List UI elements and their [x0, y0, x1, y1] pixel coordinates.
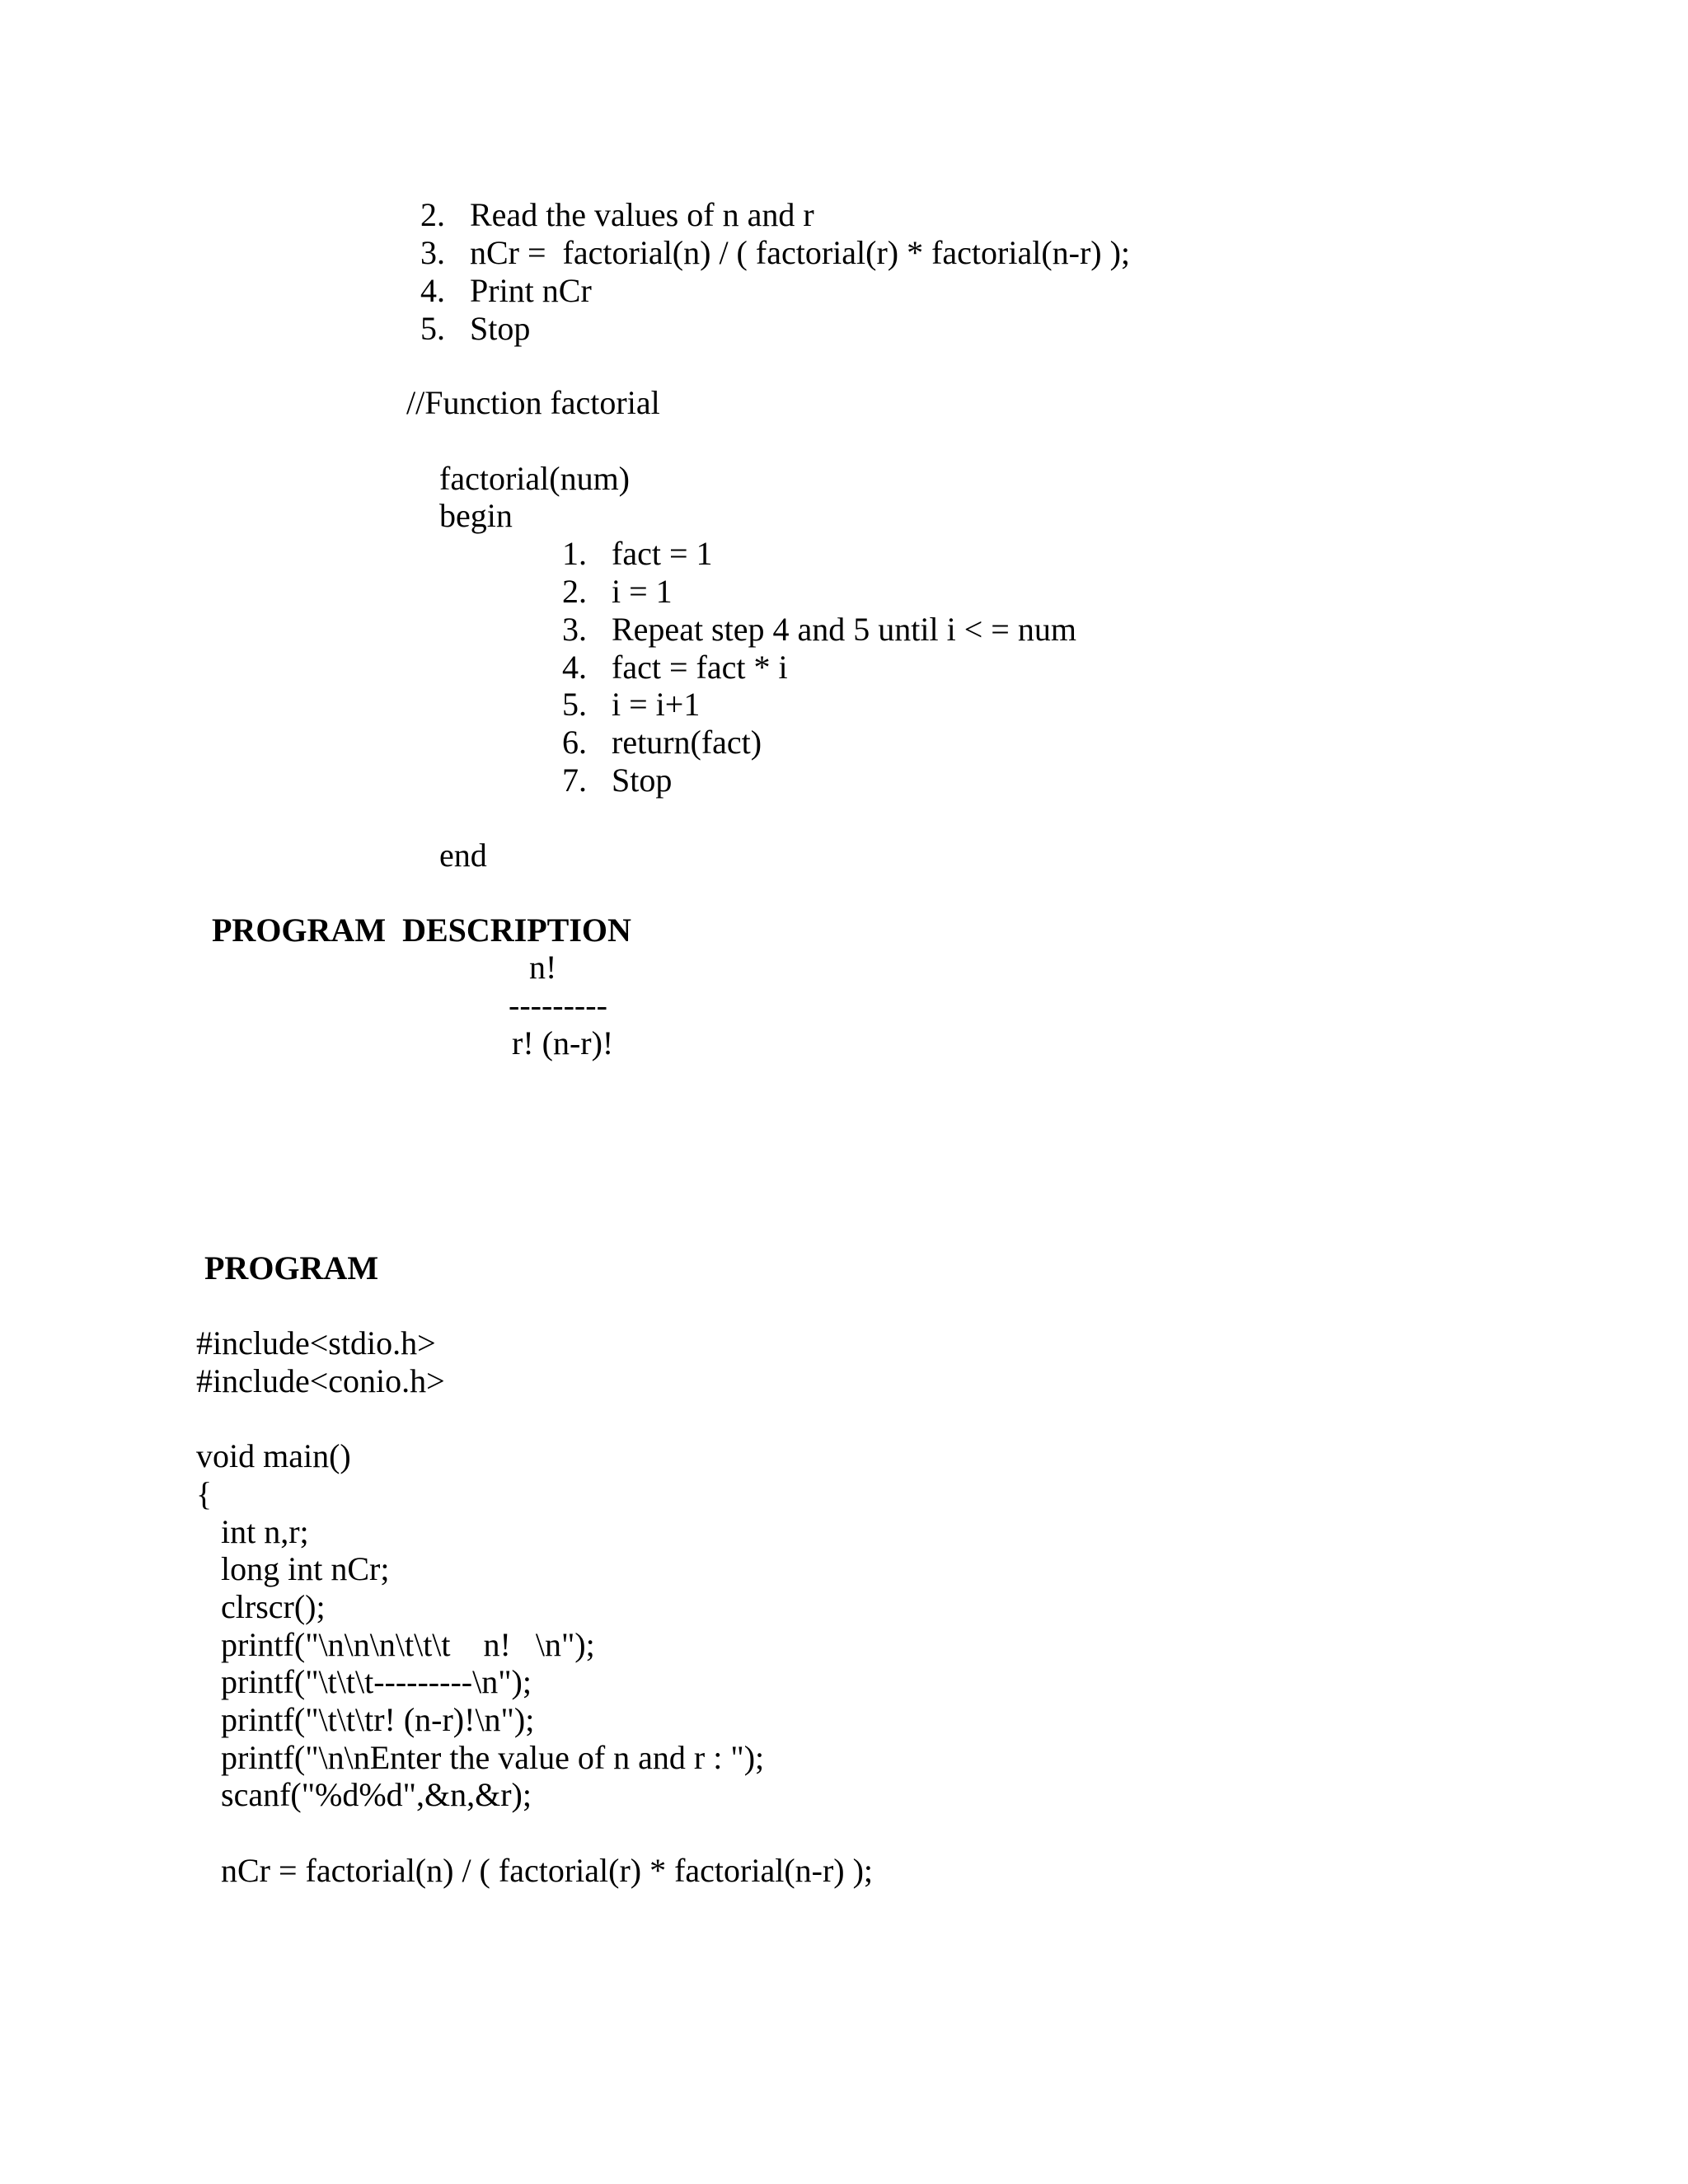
algorithm-step — [420, 234, 1130, 272]
step-text: fact = fact * i — [612, 649, 788, 686]
code-line: printf("\n\nEnter the value of n and r : "); — [221, 1739, 765, 1776]
step-number: 2. — [562, 573, 587, 610]
code-line: int n,r; — [221, 1513, 309, 1550]
step-text: fact = 1 — [612, 535, 713, 572]
step-number: 5. — [420, 310, 445, 347]
code-line: #include<stdio.h> — [196, 1324, 436, 1361]
step-number: 4. — [420, 272, 445, 309]
code-line: #include<conio.h> — [196, 1362, 445, 1399]
algorithm-step — [420, 196, 814, 234]
step-text: return(fact) — [612, 724, 762, 761]
step-text: i = 1 — [612, 573, 673, 610]
function-step — [562, 762, 672, 799]
code-line: printf("\n\n\n\t\t\t n! \n"); — [221, 1626, 595, 1663]
step-text: i = i+1 — [612, 686, 701, 723]
code-line: void main() — [196, 1437, 351, 1474]
code-line: printf("\t\t\tr! (n-r)!\n"); — [221, 1701, 535, 1738]
formula-denominator: r! (n-r)! — [512, 1024, 614, 1062]
program-heading: PROGRAM — [204, 1249, 379, 1286]
code-line: { — [196, 1475, 213, 1512]
begin-keyword: begin — [439, 497, 513, 534]
step-text: nCr = factorial(n) / ( factorial(r) * factorial(n-r) ); — [470, 234, 1131, 271]
formula-divider: --------- — [509, 987, 607, 1024]
code-line: printf("\t\t\t---------\n"); — [221, 1663, 532, 1700]
code-line: nCr = factorial(n) / ( factorial(r) * factorial(n-r) ); — [221, 1852, 874, 1889]
algorithm-step — [420, 272, 592, 310]
step-text: Read the values of n and r — [470, 196, 814, 233]
function-signature: factorial(num) — [439, 460, 630, 497]
step-number: 6. — [562, 724, 587, 761]
step-number: 5. — [562, 686, 587, 723]
function-step — [562, 535, 713, 573]
step-number: 7. — [562, 762, 587, 799]
function-comment: //Function factorial — [406, 384, 660, 421]
function-step — [562, 573, 673, 611]
function-step — [562, 724, 762, 762]
step-number: 2. — [420, 196, 445, 233]
step-number: 3. — [562, 611, 587, 648]
end-keyword: end — [439, 837, 487, 874]
code-line: scanf("%d%d",&n,&r); — [221, 1776, 532, 1813]
code-line: clrscr(); — [221, 1588, 326, 1625]
step-text: Stop — [612, 762, 673, 799]
step-text: Repeat step 4 and 5 until i < = num — [612, 611, 1076, 648]
algorithm-step — [420, 310, 530, 348]
code-line: long int nCr; — [221, 1550, 390, 1587]
step-number: 1. — [562, 535, 587, 572]
function-step — [562, 649, 788, 687]
step-text: Stop — [470, 310, 531, 347]
step-number: 3. — [420, 234, 445, 271]
program-description-heading: PROGRAM DESCRIPTION — [212, 912, 631, 949]
function-step — [562, 686, 700, 724]
function-step — [562, 611, 1076, 649]
step-number: 4. — [562, 649, 587, 686]
formula-numerator: n! — [529, 949, 557, 986]
step-text: Print nCr — [470, 272, 592, 309]
